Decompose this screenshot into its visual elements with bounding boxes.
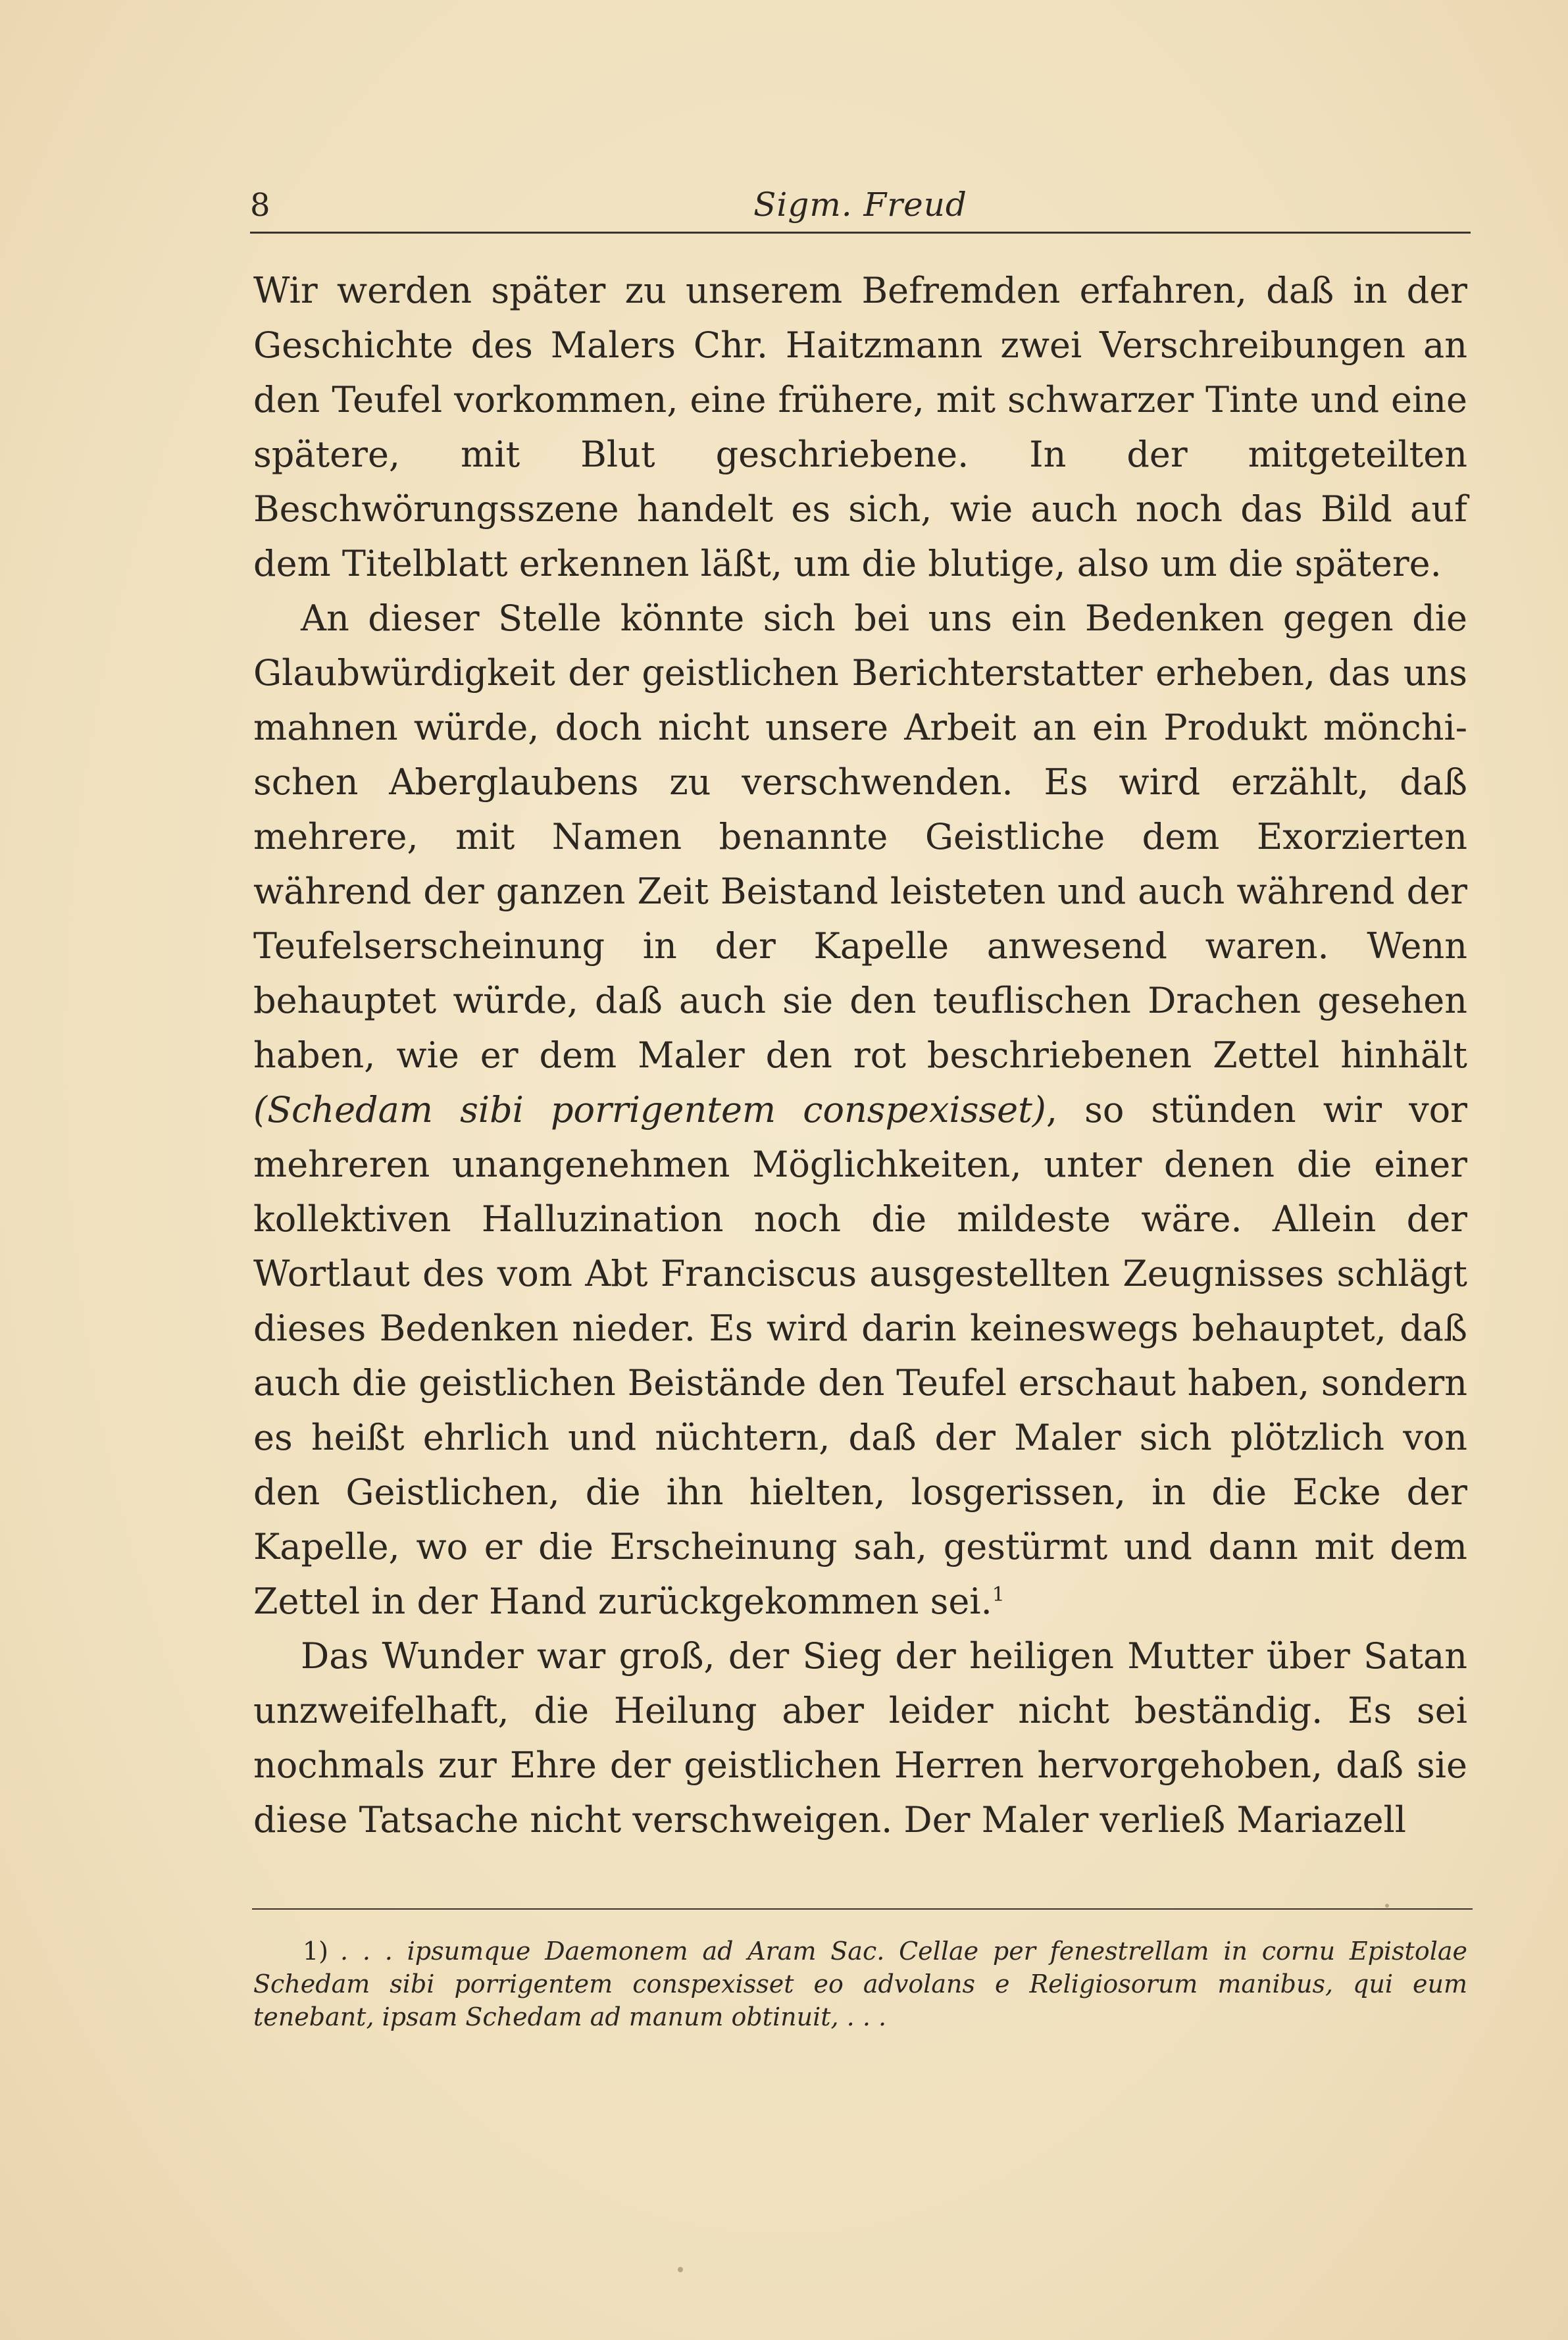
latin-quote: (Schedam sibi porrigentem conspexisset) — [253, 1089, 1046, 1131]
footnote-marker: 1) — [303, 1937, 329, 1966]
paragraph-2-part-a: An dieser Stelle könnte sich bei uns ein Bedenken gegen die Glaubwürdigkeit der geistlichen Berichterstatter erheben, das uns mahnen würde, doch nicht unsere Arbeit an ein Produkt mönchischen Aberglaubens zu verschwenden. Es wird erzählt, daß mehrere, mit Namen benannte Geistliche dem Exorzierten während der ganzen Zeit Beistand leisteten und auch während der Teufelserscheinung in der Kapelle anwesend waren. Wenn behauptet würde, daß auch sie den teuflischen Drachen gesehen haben, wie er dem Maler den rot beschriebenen Zettel hinhält — [253, 598, 1467, 1076]
paper-speck — [678, 2267, 683, 2272]
footnote-divider — [252, 1908, 1473, 1910]
footnote-text: . . . ipsumque Daemonem ad Aram Sac. Cellae per fenestrellam in cornu Epistolae Schedam sibi porrigentem conspexisset eo advolans e Religiosorum manibus, qui eum tenebant, ipsam Schedam ad manum obtinuit, . . . — [253, 1937, 1467, 2031]
paper-speck — [1385, 1904, 1389, 1908]
paragraph-2 — [253, 591, 1467, 1629]
paragraph-1: Wir werden später zu unserem Befremden erfahren, daß in der Geschichte des Malers Chr. Haitzmann zwei Verschreibungen an den Teufel vorkommen, eine frühere, mit schwarzer Tinte und eine spätere, mit Blut geschriebene. In der mitgeteilten Beschwörungsszene handelt es sich, wie auch noch das Bild auf dem Titelblatt erkennen läßt, um die blutige, also um die spätere. — [253, 270, 1467, 584]
paragraph-3: Das Wunder war groß, der Sieg der heiligen Mutter über Satan unzweifelhaft, die Heilung aber leider nicht beständig. Es sei nochmals zur Ehre der geistlichen Herren hervorgehoben, daß sie diese Tatsache nicht verschweigen. Der Maler verließ Mariazell — [253, 1635, 1467, 1841]
footnote-reference: 1 — [992, 1583, 1005, 1606]
page-header — [250, 179, 1471, 234]
footnote — [253, 1935, 1467, 2033]
paragraph-2-part-b: , so stünden wir vor mehreren unangenehmen Möglichkeiten, unter denen die einer kollektiven Halluzination noch die mildeste wäre. Allein der Wortlaut des vom Abt Franciscus ausgestellten Zeugnisses schlägt dieses Bedenken nieder. Es wird darin keineswegs behauptet, daß auch die geistlichen Beistände den Teufel erschaut haben, sondern es heißt ehrlich und nüchtern, daß der Maler sich plötzlich von den Geistlichen, die ihn hielten, losgerissen, in die Ecke der Kapelle, wo er die Erscheinung sah, gestürmt und dann mit dem Zettel in der Hand zurückgekommen sei. — [253, 1089, 1467, 1622]
running-head: Sigm. Freud — [753, 186, 967, 224]
body-text — [253, 263, 1467, 1847]
page-number: 8 — [250, 187, 270, 224]
